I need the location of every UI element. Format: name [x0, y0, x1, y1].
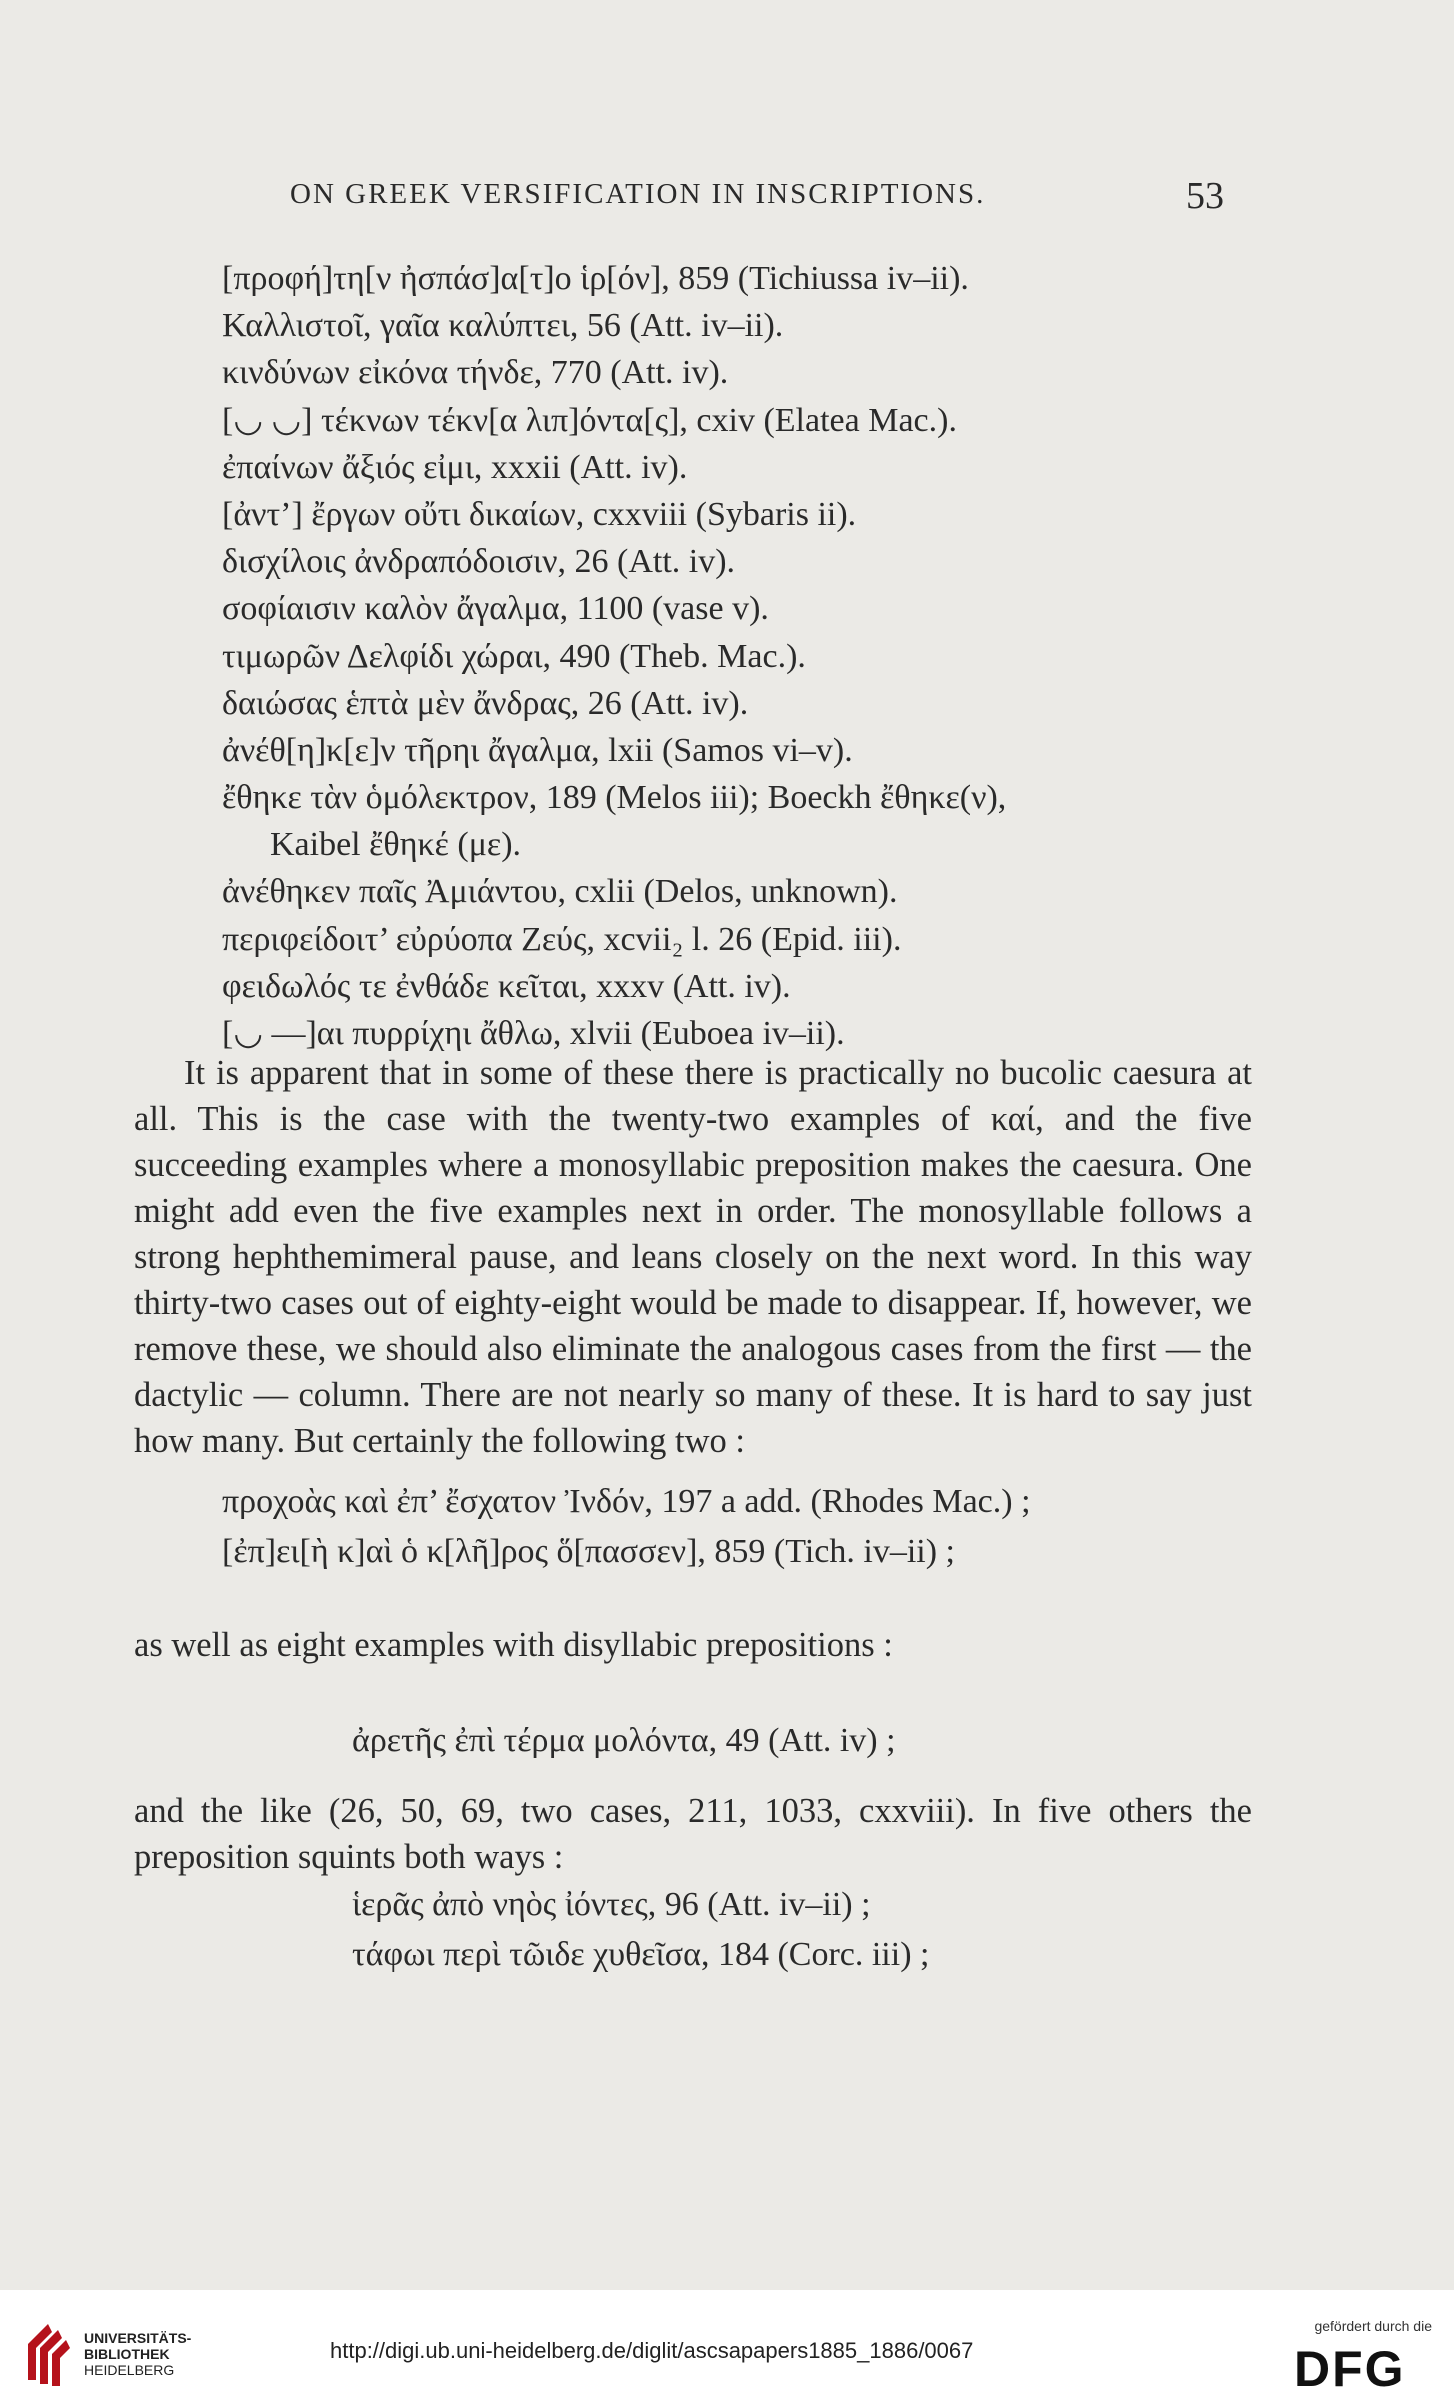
example-line: περιφείδοιτ’ εὐρύοπα Ζεύς, xcvii₂ l. 26 (Epid. iii).	[222, 920, 902, 958]
quoted-examples-2	[222, 1477, 1252, 1577]
example-line: δαιώσας ἑπτὰ μὲν ἄνδρας, 26 (Att. iv).	[222, 684, 749, 722]
example-line: ἀνέθ[η]κ[ε]ν τῆρηι ἄγαλμα, lxii (Samos vi–v).	[222, 731, 853, 769]
body-paragraph-3	[134, 1788, 1252, 1880]
quoted-line: ἀρετῆς ἐπὶ τέρμα μολόντα, 49 (Att. iv) ;	[352, 1722, 896, 1759]
example-line: ἔθηκε τὰν ὁμόλεκτρον, 189 (Melos iii); Boeckh ἔθηκε(ν),	[222, 779, 1007, 817]
example-line: φειδωλός τε ἐνθάδε κεῖται, xxxv (Att. iv).	[222, 967, 791, 1005]
example-line: ἀνέθηκεν παῖς Ἀμιάντου, cxlii (Delos, unknown).	[222, 873, 898, 911]
dfg-logo-icon	[1292, 2342, 1432, 2392]
svg-text:DFG: DFG	[1294, 2342, 1406, 2392]
running-title: ON GREEK VERSIFICATION IN INSCRIPTIONS.	[290, 178, 986, 210]
example-line: σοφίαισιν καλὸν ἄγαλμα, 1100 (vase v).	[222, 590, 769, 628]
example-line: [προφή]τη[ν ἠσπάσ]α[τ]ο ἱρ[όν], 859 (Tichiussa iv–ii).	[222, 260, 969, 297]
permalink-url[interactable]: http://digi.ub.uni-heidelberg.de/diglit/ascsapapers1885_1886/0067	[330, 2338, 974, 2363]
paragraph-text: It is apparent that in some of these there is practically no bucolic caesura at all. This is the case with the twenty-two examples of καί, and the five succeeding examples where a monosyllabic preposition makes the caesura. One might add even the five examples next in order. The monosyllable follows a strong hephthemimeral pause, and leans closely on the next word. In this way thirty-two cases out of eighty-eight would be made to disappear. If, however, we remove these, we should also eliminate the analogous cases from the first — the dactylic — column. There are not nearly so many of these. It is hard to say just how many. But certainly the following two :	[134, 1054, 1252, 1460]
paragraph-text: as well as eight examples with disyllabic prepositions :	[134, 1626, 893, 1664]
example-line: Καλλιστοῖ, γαῖα καλύπτει, 56 (Att. iv–ii).	[222, 307, 784, 345]
example-line: δισχίλοις ἀνδραπόδοισιν, 26 (Att. iv).	[222, 543, 736, 581]
quoted-line: προχοὰς καὶ ἐπ’ ἔσχατον Ἰνδόν, 197 a add. (Rhodes Mac.) ;	[222, 1483, 1031, 1520]
digitization-footer	[0, 2290, 1454, 2405]
body-paragraph-1	[134, 1050, 1252, 1464]
example-line: [◡ ◡] τέκνων τέκν[α λιπ]όντα[ς], cxiv (Elatea Mac.).	[222, 401, 957, 439]
example-line: τιμωρῶν Δελφίδι χώραι, 490 (Theb. Mac.).	[222, 637, 806, 675]
body-paragraph-2	[134, 1622, 1252, 1668]
examples-list	[222, 255, 1232, 1057]
example-line-continuation: Kaibel ἔθηκέ (με).	[270, 826, 522, 864]
library-name: UNIVERSITÄTS- BIBLIOTHEK HEIDELBERG	[84, 2330, 192, 2378]
paragraph-text: and the like (26, 50, 69, two cases, 211, 1033, cxxviii). In five others the preposition squints both ways :	[134, 1792, 1252, 1876]
example-line: [ἀντ’] ἔργων οὔτι δικαίων, cxxviii (Sybaris ii).	[222, 495, 857, 533]
example-line: κινδύνων εἰκόνα τήνδε, 770 (Att. iv).	[222, 354, 729, 392]
sponsor-text: gefördert durch die	[1314, 2318, 1432, 2334]
quoted-example-3	[352, 1717, 1252, 1764]
example-line: ἐπαίνων ἄξιός εἰμι, xxxii (Att. iv).	[222, 448, 688, 486]
quoted-line: ἱερᾶς ἀπὸ νηὸς ἰόντες, 96 (Att. iv–ii) ;	[352, 1886, 871, 1923]
sponsor-block	[1292, 2318, 1432, 2392]
example-line: [◡ —]αι πυρρίχηι ἄθλω, xlvii (Euboea iv–ii).	[222, 1015, 845, 1052]
quoted-line: τάφωι περὶ τῶιδε χυθεῖσα, 184 (Corc. iii) ;	[352, 1936, 930, 1973]
page-number: 53	[1186, 175, 1224, 217]
quoted-examples-4	[352, 1880, 1252, 1980]
library-logo-icon	[14, 2320, 76, 2388]
quoted-line: [ἐπ]ει[ὴ κ]αὶ ὁ κ[λῆ]ρος ὅ[πασσεν], 859 (Tich. iv–ii) ;	[222, 1533, 955, 1570]
